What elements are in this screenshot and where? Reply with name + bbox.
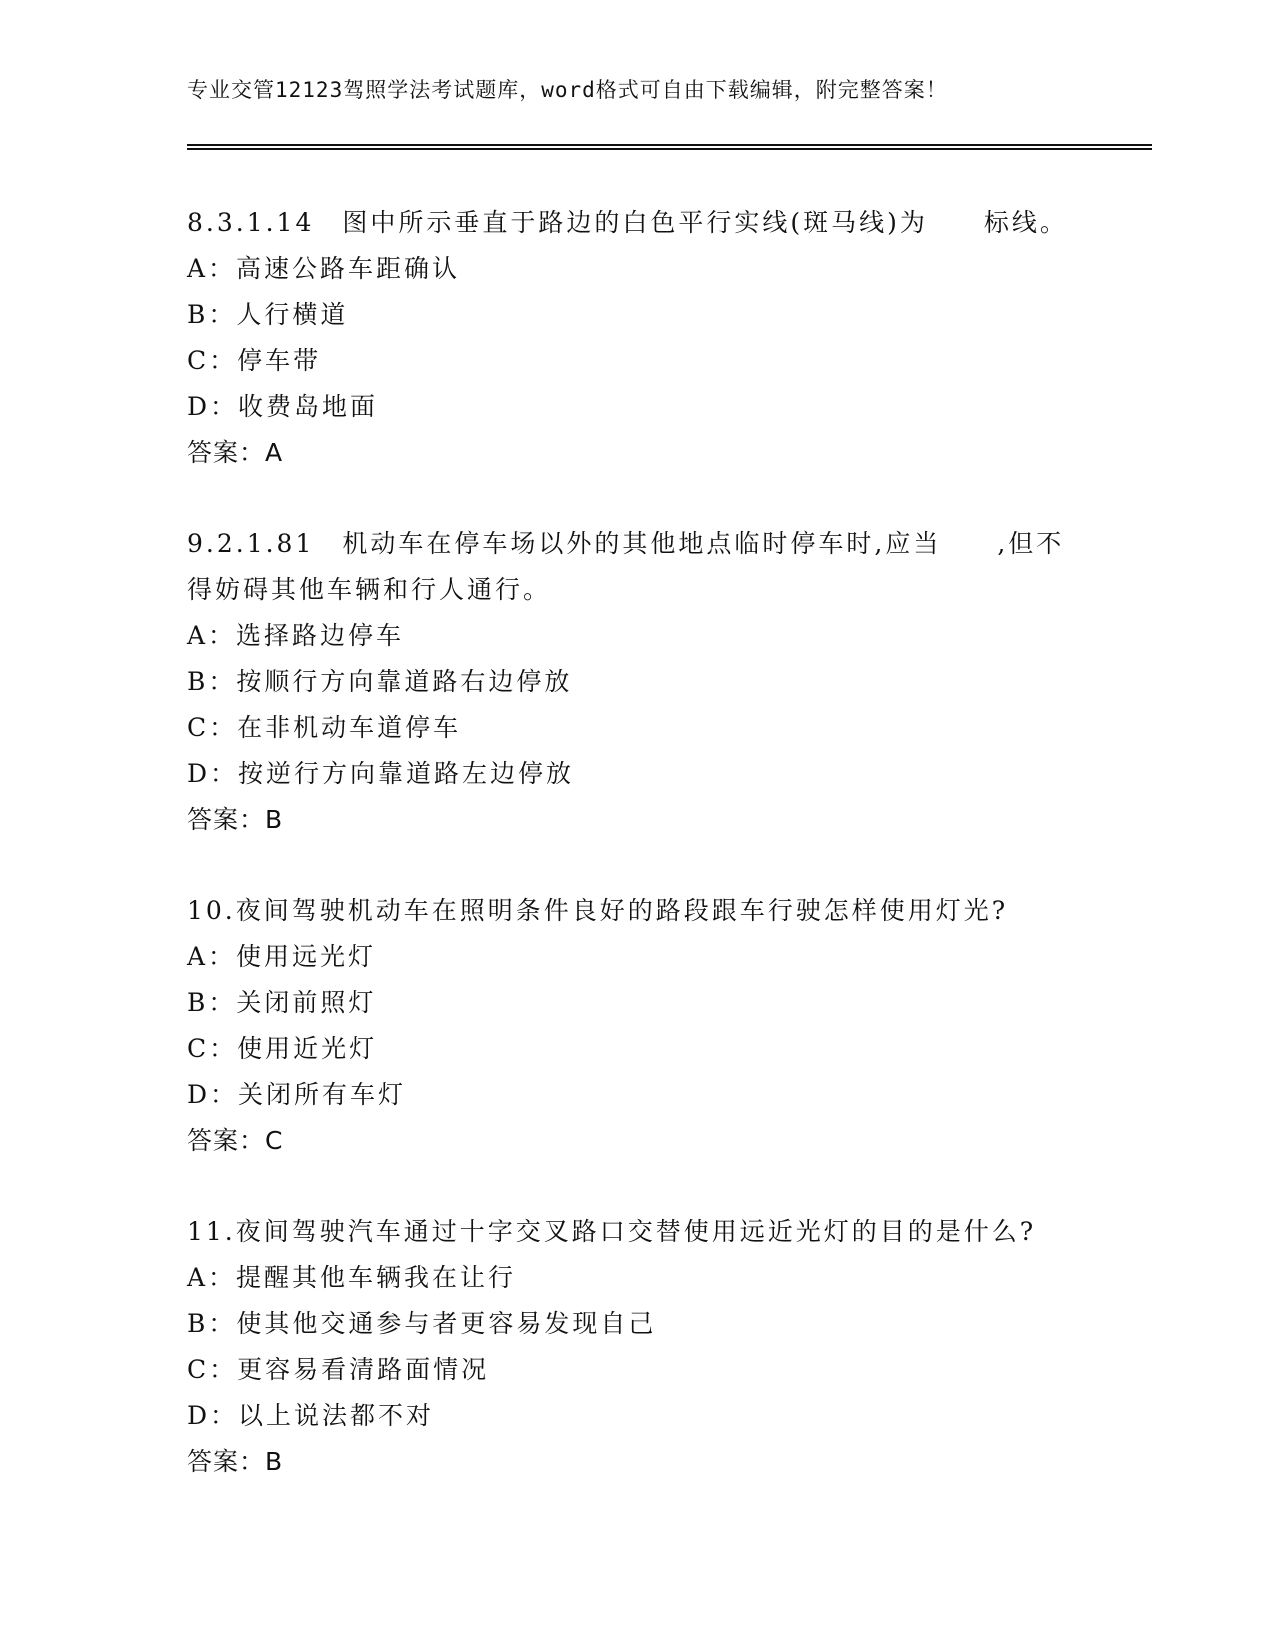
question-text: 8.3.1.14 图中所示垂直于路边的白色平行实线(斑马线)为 标线。: [187, 208, 1068, 237]
question-item: [187, 1209, 1087, 1485]
option-c: C：在非机动车道停车: [187, 713, 462, 742]
answer-line: 答案：C: [187, 1126, 284, 1155]
answer-line: 答案：B: [187, 805, 284, 834]
option-c: C：停车带: [187, 346, 322, 375]
header-divider: [187, 144, 1152, 150]
option-c: C：使用近光灯: [187, 1034, 378, 1063]
option-b: B：关闭前照灯: [187, 988, 377, 1017]
option-d: D：收费岛地面: [187, 392, 379, 421]
option-c: C：更容易看清路面情况: [187, 1355, 490, 1384]
option-b: B：按顺行方向靠道路右边停放: [187, 667, 573, 696]
option-b: B：使其他交通参与者更容易发现自己: [187, 1309, 657, 1338]
option-d: D：以上说法都不对: [187, 1401, 435, 1430]
question-text: 10.夜间驾驶机动车在照明条件良好的路段跟车行驶怎样使用灯光?: [187, 896, 1009, 925]
question-text: 11.夜间驾驶汽车通过十字交叉路口交替使用远近光灯的目的是什么?: [187, 1217, 1037, 1246]
question-text: 9.2.1.81 机动车在停车场以外的其他地点临时停车时,应当 ,但不得妨碍其他车辆和行人通行。: [187, 529, 1065, 604]
question-item: [187, 200, 1087, 476]
option-a: A：使用远光灯: [187, 942, 377, 971]
question-list: [187, 200, 1087, 1530]
answer-line: 答案：B: [187, 1447, 284, 1476]
option-a: A：提醒其他车辆我在让行: [187, 1263, 517, 1292]
option-a: A：选择路边停车: [187, 621, 405, 650]
answer-line: 答案：A: [187, 438, 284, 467]
option-b: B：人行横道: [187, 300, 349, 329]
option-a: A：高速公路车距确认: [187, 254, 461, 283]
question-item: [187, 521, 1087, 843]
question-item: [187, 888, 1087, 1164]
option-d: D：关闭所有车灯: [187, 1080, 407, 1109]
option-d: D：按逆行方向靠道路左边停放: [187, 759, 575, 788]
document-header: 专业交管12123驾照学法考试题库，word格式可自由下载编辑，附完整答案！: [187, 78, 948, 102]
